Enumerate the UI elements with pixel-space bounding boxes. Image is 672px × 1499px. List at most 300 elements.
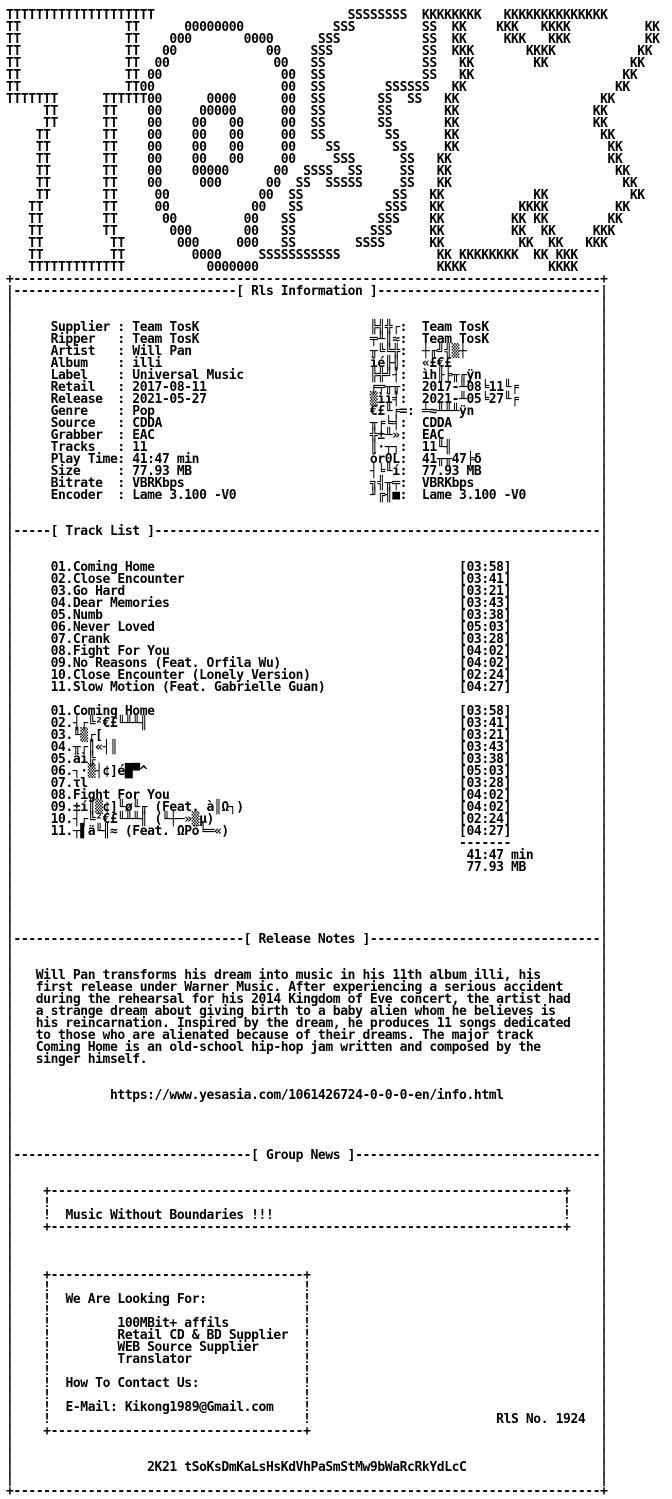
- border-line: |: [6, 1196, 14, 1211]
- rls-info-section: [6, 286, 660, 526]
- border-line: |: [6, 1328, 14, 1343]
- border-line: |: [511, 728, 608, 743]
- border-line: | |: [6, 1256, 608, 1271]
- looking-for-title: We Are Looking For:: [65, 1292, 304, 1307]
- border-line: |: [570, 1196, 608, 1211]
- field-label: Album :: [13, 356, 133, 371]
- garbled-field-value: Lame 3.100 -V0: [421, 488, 526, 503]
- border-line: |: [6, 788, 14, 803]
- garbled-field-value: 77.93 MB: [421, 464, 482, 479]
- border-line: |: [6, 992, 14, 1007]
- logo-line: TT TT 00 00 00 00 SS SS KK KK: [6, 116, 608, 131]
- border-line: |: [6, 344, 14, 359]
- border-line: |: [6, 1220, 14, 1235]
- border-line: |: [451, 416, 608, 431]
- border-line: |: [511, 656, 608, 671]
- box-border: ! !: [13, 1280, 311, 1295]
- track-title: 02.Close Encounter: [13, 572, 460, 587]
- border-line: |: [6, 824, 14, 839]
- box-border: !: [563, 1208, 571, 1223]
- border-line: |: [6, 476, 14, 491]
- field-label: Bitrate :: [13, 476, 133, 491]
- garbled-field-value: Team TosK: [421, 320, 489, 335]
- border-line: |: [511, 680, 608, 695]
- field-value: CDDA: [132, 416, 370, 431]
- border-line: |: [310, 1388, 608, 1403]
- looking-for-item: 100MBit+ affils: [117, 1316, 304, 1331]
- border-line: |: [6, 1028, 14, 1043]
- field-value: EAC: [132, 428, 370, 443]
- field-value: 11: [132, 440, 370, 455]
- border-line: |: [533, 848, 608, 863]
- garbled-field-value: ╧≈╨╨╨ÿn: [421, 404, 474, 419]
- border-line: | |: [6, 308, 608, 323]
- border-line: |: [6, 752, 14, 767]
- border-line: |: [6, 968, 14, 983]
- border-line: |: [6, 488, 14, 503]
- garbled-field-value: 2021-╨05╘27╙╒: [421, 392, 519, 407]
- border-line: |: [473, 404, 608, 419]
- border-line: |: [6, 728, 14, 743]
- logo-line: TT TT 00 00 00 00 SS SS KK KK: [6, 140, 623, 155]
- track-title: 11.Slow Motion (Feat. Gabrielle Guan): [13, 680, 460, 695]
- border-line: |: [6, 428, 14, 443]
- track-time: [02:24]: [459, 668, 512, 683]
- field-label: Release :: [13, 392, 133, 407]
- garbled-track-title: 04.╥┌║«┤║: [13, 740, 460, 755]
- garbled-field-value: 2017-╨08╘11╙╒: [421, 380, 519, 395]
- track-title: 08.Fight For You: [13, 644, 460, 659]
- border-line: |: [6, 416, 14, 431]
- border-line: |: [310, 1316, 608, 1331]
- border-line: +-------------------------------------------------------------------------------+: [6, 1484, 608, 1499]
- border-line: | |: [6, 500, 608, 515]
- border-line: |: [481, 464, 608, 479]
- garbled-field-label: ╠╬╝┤:: [369, 368, 422, 383]
- release-notes-text: first release under Warner Music. After experiencing a serious accident: [13, 980, 564, 995]
- field-label: Grabber :: [13, 428, 133, 443]
- border-line: |: [511, 584, 608, 599]
- border-line: |: [6, 560, 14, 575]
- box-border: !: [303, 1328, 311, 1343]
- border-line: | |: [6, 1244, 608, 1259]
- border-line: |: [570, 1208, 608, 1223]
- border-line: |: [511, 560, 608, 575]
- border-line: | |: [6, 1124, 608, 1139]
- release-notes-text: Will Pan transforms his dream into music in his 11th album illi, his: [13, 968, 541, 983]
- border-line: |: [540, 1040, 608, 1055]
- border-line: |: [511, 716, 608, 731]
- garbled-field-value: ┼╓╝╣▒┼: [421, 344, 467, 359]
- track-title: 07.Crank: [13, 632, 460, 647]
- border-line: |: [6, 404, 14, 419]
- field-label: Retail :: [13, 380, 133, 395]
- border-line: |: [310, 1304, 608, 1319]
- border-line: |: [466, 344, 608, 359]
- garbled-field-label: ╬±╨»:: [369, 428, 422, 443]
- border-line: |: [511, 788, 608, 803]
- border-line: | |: [6, 1064, 608, 1079]
- border-line: |: [6, 764, 14, 779]
- logo-line: TT TT 00 00 SS SS KK KK KK: [6, 56, 645, 71]
- border-line: |--------------------------------: [6, 1148, 252, 1163]
- box-border: !: [13, 1340, 118, 1355]
- border-line: | |: [6, 956, 608, 971]
- track-time: [03:41]: [459, 572, 512, 587]
- garbled-field-label: ▒ìì╡:: [369, 392, 422, 407]
- field-label: Artist :: [13, 344, 133, 359]
- border-line: |: [310, 1328, 608, 1343]
- field-label: Ripper :: [13, 332, 133, 347]
- box-border: +---------------------------------------------------------------------+: [13, 1220, 571, 1235]
- border-line: |: [310, 1340, 608, 1355]
- border-line: |: [511, 764, 608, 779]
- field-label: Supplier :: [13, 320, 133, 335]
- border-line: |: [533, 1028, 608, 1043]
- garbled-field-label: ╥╒╘╡:: [369, 416, 422, 431]
- field-value: 77.93 MB: [132, 464, 370, 479]
- border-line: |: [6, 812, 14, 827]
- nfo-document: [6, 10, 660, 1498]
- logo-line: TT TT 00 00 00 00 SS SS KK KK: [6, 128, 615, 143]
- field-value: Universal Music: [132, 368, 370, 383]
- field-value: Will Pan: [132, 344, 370, 359]
- release-notes-header: [ Release Notes ]: [243, 932, 370, 947]
- box-border: +----------------------------------+: [13, 1268, 311, 1283]
- border-line: | |: [6, 908, 608, 923]
- field-label: Play Time:: [13, 452, 133, 467]
- border-line: |: [6, 620, 14, 635]
- border-line: |: [511, 740, 608, 755]
- garbled-track-title: 05.äì╠: [13, 752, 460, 767]
- garbled-field-label: ╜╔╢■:: [369, 488, 422, 503]
- border-line: |: [585, 1412, 608, 1427]
- logo-line: TT TT 00000000 SSS SS KK KKK KKKK KK: [6, 20, 660, 35]
- track-time: [04:02]: [459, 800, 512, 815]
- garbled-field-value: 41╥╥47╞δ: [421, 452, 482, 467]
- logo-line: TTTTTTT TTTTTT00 0000 00 SS SS SS KK KK: [6, 92, 615, 107]
- group-news-section: [6, 1150, 660, 1498]
- border-line: | |: [6, 884, 608, 899]
- border-line: |: [451, 440, 608, 455]
- border-line: |: [6, 1280, 14, 1295]
- border-line: |: [310, 1280, 608, 1295]
- border-line: |: [147, 1052, 608, 1067]
- box-border: !: [303, 1340, 311, 1355]
- box-border: !: [13, 1328, 118, 1343]
- border-line: |: [511, 620, 608, 635]
- garbled-field-value: 11╙╢: [421, 440, 452, 455]
- border-line: |: [6, 380, 14, 395]
- border-line: |: [6, 1184, 14, 1199]
- border-line: |: [6, 716, 14, 731]
- border-line: |-------------------------------: [6, 932, 244, 947]
- field-value: 2017-08-11: [132, 380, 370, 395]
- border-line: ---------------------------------|: [355, 1148, 608, 1163]
- garbled-field-label: ║·┬┐:: [369, 440, 422, 455]
- border-line: |: [6, 572, 14, 587]
- border-line: |: [6, 356, 14, 371]
- border-line: |: [511, 800, 608, 815]
- border-line: | |: [6, 1172, 608, 1187]
- field-label: Genre :: [13, 404, 133, 419]
- border-line: |: [570, 1016, 608, 1031]
- border-line: |: [6, 1364, 14, 1379]
- looking-for-item: Translator: [117, 1352, 304, 1367]
- track-time: [02:24]: [459, 812, 512, 827]
- box-border: !: [13, 1316, 118, 1331]
- box-border: !: [13, 1352, 118, 1367]
- border-line: |: [481, 452, 608, 467]
- garbled-track-title: 06.┐·▒┤¢]é█▀^: [13, 764, 460, 779]
- border-line: |: [6, 632, 14, 647]
- border-line: |: [511, 776, 608, 791]
- border-line: |: [466, 1460, 608, 1475]
- border-line: | |: [6, 872, 608, 887]
- border-line: |: [570, 1184, 608, 1199]
- motto-text: Music Without Boundaries !!!: [65, 1208, 564, 1223]
- border-line: |: [6, 1292, 14, 1307]
- track-title: 09.No Reasons (Feat. Orfila Wu): [13, 656, 460, 671]
- border-line: |: [6, 1424, 14, 1439]
- logo-line: TT TT 00 00 SS SS KK KK KK: [6, 188, 645, 203]
- border-line: |: [6, 1340, 14, 1355]
- border-line: |: [481, 368, 608, 383]
- border-line: |: [511, 752, 608, 767]
- release-notes-section: [6, 934, 660, 1150]
- border-line: |: [310, 1352, 608, 1367]
- box-border: +---------------------------------------------------------------------+: [13, 1184, 571, 1199]
- border-line: |-----: [6, 524, 51, 539]
- field-value: VBRKbps: [132, 476, 370, 491]
- box-border: !: [13, 1292, 66, 1307]
- field-value: Team TosK: [132, 320, 370, 335]
- border-line: |: [473, 476, 608, 491]
- logo-line: TT TT 00 00 SS SSS KK KK KK KK: [6, 212, 623, 227]
- field-value: illi: [132, 356, 370, 371]
- border-line: |: [6, 596, 14, 611]
- border-line: |: [540, 968, 608, 983]
- total-size: 77.93 MB: [466, 860, 526, 875]
- garbled-field-value: CDDA: [421, 416, 452, 431]
- garbled-field-value: Team TosK: [421, 332, 489, 347]
- garbled-field-label: ór0L:: [369, 452, 422, 467]
- border-line: |: [518, 380, 608, 395]
- border-line: |: [6, 668, 14, 683]
- border-line: |: [488, 320, 608, 335]
- logo-line: TTTTTTTTTTTTTTTTTTTT SSSSSSSS KKKKKKKK KKKKKKKKKKKKKK: [6, 8, 608, 23]
- field-label: Label :: [13, 368, 133, 383]
- border-line: |: [6, 608, 14, 623]
- border-line: |------------------------------: [6, 284, 237, 299]
- border-line: +-------------------------------------------------------------------------------+: [6, 272, 608, 287]
- track-title: 01.Coming Home: [13, 560, 460, 575]
- box-border: !: [303, 1292, 311, 1307]
- border-line: | |: [6, 1448, 608, 1463]
- garbled-field-label: ìé╟╢:: [369, 356, 422, 371]
- border-line: | |: [6, 1136, 608, 1151]
- garbled-track-title: 03.╙▒┌[: [13, 728, 460, 743]
- track-list-header: [ Track List ]: [50, 524, 155, 539]
- track-time: [03:43]: [459, 740, 512, 755]
- logo-line: TT TT 00 00 SSS SS KKK KKKK KK: [6, 44, 653, 59]
- release-notes-text: during the rehearsal for his 2014 Kingdom of Eve concert, the artist had: [13, 992, 571, 1007]
- border-line: | |: [6, 1112, 608, 1127]
- border-line: |: [6, 1304, 14, 1319]
- garbled-field-value: «£€£: [421, 356, 452, 371]
- border-line: |: [6, 320, 14, 335]
- border-line: |: [525, 860, 608, 875]
- border-line: |: [6, 1088, 14, 1103]
- logo-line: TT TT 00 00000 00 SSSS SS SS KK KK: [6, 164, 630, 179]
- border-line: |: [6, 740, 14, 755]
- border-line: |: [6, 1040, 14, 1055]
- garbled-track-title: 08.Fight For You: [13, 788, 460, 803]
- footer-text: 2K21 tSoKsDmKaLsHsKdVhPaSmStMw9bWaRcRkYdLcC: [147, 1460, 467, 1475]
- border-line: |: [6, 848, 14, 863]
- border-line: | |: [6, 944, 608, 959]
- border-line: |: [6, 584, 14, 599]
- border-line: |: [6, 1412, 14, 1427]
- track-time: [03:41]: [459, 716, 512, 731]
- contact-title: How To Contact Us:: [65, 1376, 304, 1391]
- border-line: ------------------------------------------------------------|: [154, 524, 608, 539]
- track-time: [03:28]: [459, 776, 512, 791]
- release-notes-text: singer himself.: [13, 1052, 148, 1067]
- border-line: | |: [6, 1472, 608, 1487]
- release-notes-text: a strange dream about giving birth to a baby alien whom he believes is: [13, 1004, 556, 1019]
- box-border: !: [303, 1316, 311, 1331]
- garbled-field-label: ╠╣╬┌:: [369, 320, 422, 335]
- border-line: | |: [6, 1100, 608, 1115]
- track-time: [04:27]: [459, 824, 512, 839]
- field-value: Pop: [132, 404, 370, 419]
- border-line: |: [6, 368, 14, 383]
- border-line: |: [518, 392, 608, 407]
- box-border: ! !: [13, 1412, 497, 1427]
- track-title: 10.Close Encounter (Lonely Version): [13, 668, 460, 683]
- border-line: |: [525, 488, 608, 503]
- logo-line: TT TT 000 00 SS SSS KK KK KK KKK: [6, 224, 615, 239]
- garbled-field-label: €£╙╒=:: [369, 404, 422, 419]
- border-line: |: [511, 596, 608, 611]
- border-line: ------------------------------|: [377, 284, 608, 299]
- border-line: | |: [6, 548, 608, 563]
- border-line: |: [555, 1004, 608, 1019]
- field-label: Size :: [13, 464, 133, 479]
- border-line: |: [511, 812, 608, 827]
- border-line: |: [511, 632, 608, 647]
- border-line: |: [6, 1268, 14, 1283]
- border-line: |: [6, 1016, 14, 1031]
- border-line: |: [511, 608, 608, 623]
- field-label: Encoder :: [13, 488, 133, 503]
- garbled-track-title: 01.Coming Home: [13, 704, 460, 719]
- field-label: Source :: [13, 416, 133, 431]
- release-notes-text: his reincarnation. Inspired by the dream, he produces 11 songs dedicated: [13, 1016, 571, 1031]
- border-line: |: [6, 1352, 14, 1367]
- rls-info-header: [ Rls Information ]: [236, 284, 378, 299]
- logo-line: TT TT 00 00 SS SSS KK KKKK KK: [6, 200, 630, 215]
- group-news-header: [ Group News ]: [251, 1148, 356, 1163]
- box-border: !: [13, 1208, 66, 1223]
- contact-email: E-Mail: Kikong1989@Gmail.com: [65, 1400, 304, 1415]
- border-line: |: [511, 572, 608, 587]
- total-divider: -------: [13, 836, 512, 851]
- border-line: |: [6, 332, 14, 347]
- border-line: |: [6, 1208, 14, 1223]
- track-time: [03:21]: [459, 584, 512, 599]
- track-time: [03:38]: [459, 608, 512, 623]
- logo-line: TT TT 00 00 00 00 SSS SS KK KK: [6, 152, 623, 167]
- border-line: |: [6, 644, 14, 659]
- border-line: |: [6, 1388, 14, 1403]
- track-list-section: [6, 526, 660, 934]
- border-line: | |: [6, 1076, 608, 1091]
- track-time: [04:02]: [459, 788, 512, 803]
- border-line: |: [6, 800, 14, 815]
- border-line: | |: [6, 1160, 608, 1175]
- track-time: [05:03]: [459, 620, 512, 635]
- border-line: | |: [6, 512, 608, 527]
- field-value: 2021-05-27: [132, 392, 370, 407]
- track-time: [05:03]: [459, 764, 512, 779]
- border-line: |: [310, 1292, 608, 1307]
- border-line: | |: [6, 296, 608, 311]
- border-line: |: [6, 1052, 14, 1067]
- box-border: +----------------------------------+: [13, 1424, 311, 1439]
- track-title: 05.Numb: [13, 608, 460, 623]
- border-line: |: [6, 1376, 14, 1391]
- track-time: [03:58]: [459, 560, 512, 575]
- border-line: |: [6, 392, 14, 407]
- border-line: |: [6, 980, 14, 995]
- field-value: Team TosK: [132, 332, 370, 347]
- border-line: -------------------------------|: [369, 932, 608, 947]
- ascii-logo: [6, 10, 660, 286]
- release-notes-text: to those who are alienated because of their dreams. The major track: [13, 1028, 534, 1043]
- border-line: |: [511, 704, 608, 719]
- border-line: |: [310, 1364, 608, 1379]
- garbled-track-title: 07.τl: [13, 776, 460, 791]
- track-title: 06.Never Loved: [13, 620, 460, 635]
- logo-line: TT TT 00 000 00 SS SSSSS SS KK KK: [6, 176, 638, 191]
- box-border: ! !: [13, 1364, 311, 1379]
- border-line: |: [6, 836, 14, 851]
- field-value: 41:47 min: [132, 452, 370, 467]
- garbled-field-label: ╒╤╥╥:: [369, 380, 422, 395]
- border-line: | |: [6, 1436, 608, 1451]
- looking-for-item: Retail CD & BD Supplier: [117, 1328, 304, 1343]
- rls-number: RlS No. 1924: [496, 1412, 586, 1427]
- track-time: [04:02]: [459, 644, 512, 659]
- garbled-field-label: ╗╣╥╤:: [369, 476, 422, 491]
- release-notes-text: Coming Home is an old-school hip-hop jam written and composed by the: [13, 1040, 541, 1055]
- border-line: |: [488, 332, 608, 347]
- garbled-field-label: ╤╨║≈:: [369, 332, 422, 347]
- garbled-track-title: 10.┤┌╚²€£╙╨╨╢ (╙┼─»▒μ): [13, 812, 460, 827]
- track-time: [03:43]: [459, 596, 512, 611]
- logo-line: TT TT 000 000 SS SSSS KK KK KK KKK: [6, 236, 608, 251]
- track-time: [03:21]: [459, 728, 512, 743]
- border-line: |: [6, 440, 14, 455]
- border-line: |: [310, 1268, 608, 1283]
- garbled-field-value: ìh╟╞╥╓ÿn: [421, 368, 482, 383]
- border-line: |: [6, 776, 14, 791]
- box-border: !: [13, 1400, 66, 1415]
- border-line: |: [6, 656, 14, 671]
- border-line: |: [6, 464, 14, 479]
